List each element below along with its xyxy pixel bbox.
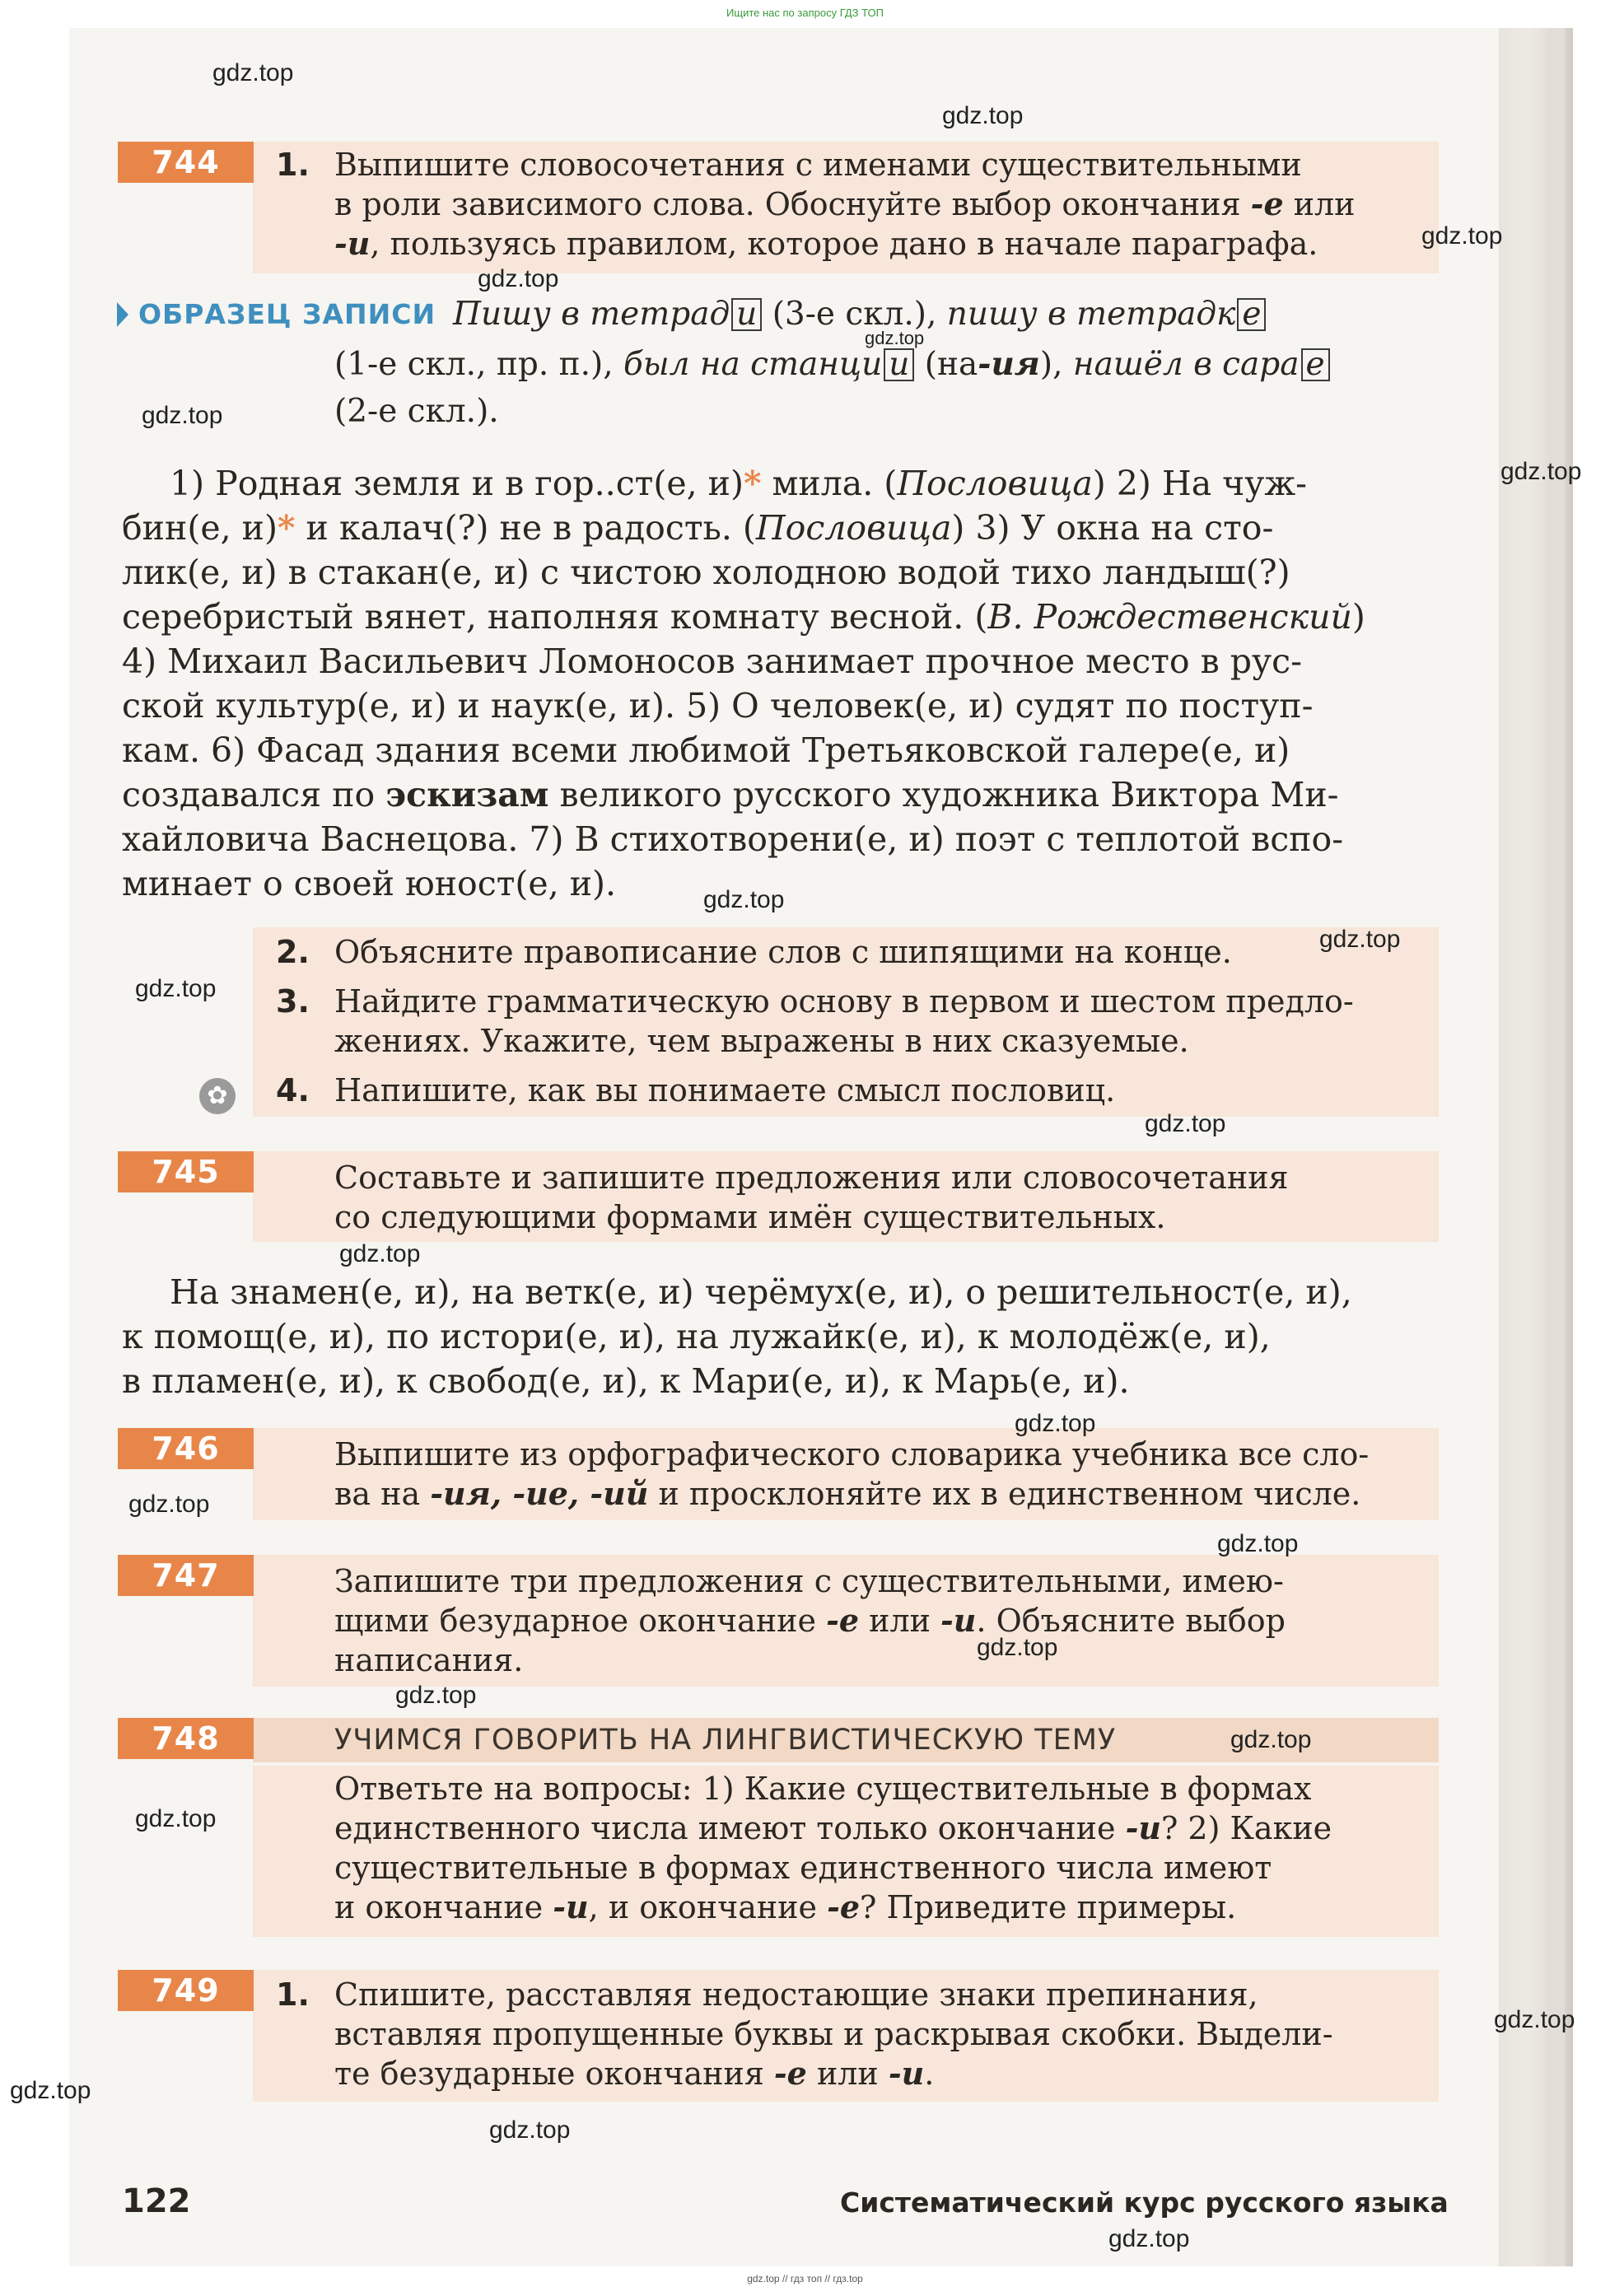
ending: -е <box>773 2055 807 2092</box>
text: . <box>924 2056 935 2092</box>
text: ? Приведите примеры. <box>860 1889 1237 1925</box>
task-3-line-1: Найдите грамматическую основу в первом и шестом предло- <box>334 983 1354 1020</box>
text: ) <box>1351 597 1365 637</box>
text: великого русского художника Виктора Ми- <box>559 775 1339 814</box>
exercise-744-body-6: ской культур(е, и) и наук(е, и). 5) О человек(е, и) судят по поступ- <box>122 686 1314 726</box>
sample-label: ОБРАЗЕЦ ЗАПИСИ <box>138 298 436 330</box>
task-3-line-2: жениях. Укажите, чем выражены в них сказуемые. <box>334 1023 1189 1059</box>
text: 1) Родная земля и в гор..ст(е, и) <box>170 464 744 503</box>
ending: -и <box>940 1602 977 1639</box>
exercise-749-line-3 <box>334 2054 934 2093</box>
arrow-icon <box>117 302 128 327</box>
watermark: gdz.top <box>1145 1110 1226 1137</box>
exercise-745-body-2: к помощ(е, и), по истори(е, и), на лужайк(е, и), к молодёж(е, и), <box>122 1317 1271 1356</box>
exercise-744-line-2 <box>334 184 1356 224</box>
text: (на <box>924 346 978 383</box>
exercise-744-body-8 <box>122 772 1339 817</box>
bottom-note: gdz.top // гдз топ // гдз.top <box>747 2273 863 2284</box>
section-heading: УЧИМСЯ ГОВОРИТЬ НА ЛИНГВИСТИЧЕСКУЮ ТЕМУ <box>334 1724 1117 1757</box>
exercise-number-748: 748 <box>118 1718 254 1759</box>
ending: -ия <box>978 345 1040 383</box>
exercise-747-line-1: Запишите три предложения с существительными, имею- <box>334 1563 1284 1599</box>
watermark: gdz.top <box>865 328 925 348</box>
exercise-number-745: 745 <box>118 1151 254 1192</box>
text: бин(е, и) <box>122 508 278 548</box>
exercise-744-body-7: кам. 6) Фасад здания всеми любимой Третьяковской галере(е, и) <box>122 730 1290 770</box>
asterisk-icon: * <box>277 508 296 548</box>
watermark: gdz.top <box>212 59 294 86</box>
text: те безударные окончания <box>334 2056 764 2092</box>
text: (1-е скл., пр. п.), <box>334 346 614 383</box>
watermark: gdz.top <box>1421 222 1503 250</box>
exercise-749-line-2: вставляя пропущенные буквы и раскрывая скобки. Выдели- <box>334 2016 1333 2052</box>
watermark: gdz.top <box>1217 1530 1299 1557</box>
exercise-748-line-3: существительные в формах единственного числа имеют <box>334 1850 1272 1886</box>
ending-box: е <box>1301 348 1330 381</box>
watermark: gdz.top <box>478 265 559 292</box>
sample-line-3: (2-е скл.). <box>334 393 499 430</box>
exercise-745-body-1: На знамен(е, и), на ветк(е, и) черёмух(е, и), о решительност(е, и), <box>170 1272 1352 1312</box>
exercise-745-line-2: со следующими формами имён существительных. <box>334 1199 1166 1235</box>
ending: -е <box>827 1888 861 1925</box>
watermark: gdz.top <box>1319 926 1401 953</box>
text: или <box>869 1603 931 1639</box>
watermark: gdz.top <box>142 402 223 429</box>
watermark: gdz.top <box>703 886 785 913</box>
text: пишу в тетрадк <box>946 296 1236 333</box>
exercise-number-747: 747 <box>118 1555 254 1596</box>
text: ? 2) Какие <box>1160 1810 1332 1846</box>
text: , пользуясь правилом, которое дано в начале параграфа. <box>370 226 1318 262</box>
task-number: 1. <box>276 147 310 183</box>
task-4: Напишите, как вы понимаете смысл пословиц. <box>334 1072 1116 1108</box>
watermark: gdz.top <box>489 2116 571 2144</box>
task-2: Объясните правописание слов с шипящими на конце. <box>334 934 1232 970</box>
watermark: gdz.top <box>1500 458 1582 485</box>
page-spine <box>1547 28 1565 2266</box>
exercise-744-body-3: лик(е, и) в стакан(е, и) с чистою холодною водой тихо ландыш(?) <box>122 553 1290 592</box>
page-number: 122 <box>122 2182 191 2220</box>
sample-line-2 <box>334 344 1330 385</box>
exercise-744-line-1: Выпишите словосочетания с именами существительными <box>334 147 1302 183</box>
text: или <box>816 2056 879 2092</box>
text: ва на <box>334 1476 421 1512</box>
source: Пословица <box>755 508 952 548</box>
task-number: 1. <box>276 1976 310 2013</box>
text: и калач(?) не в радость. ( <box>306 508 756 548</box>
asterisk-icon: * <box>744 464 762 503</box>
ending: -е <box>1250 185 1284 222</box>
text: . Объясните выбор <box>976 1603 1286 1639</box>
source: Пословица <box>897 464 1093 503</box>
bold-word: эскизам <box>385 775 549 814</box>
text: (3-е скл.), <box>772 296 937 333</box>
watermark: gdz.top <box>10 2077 91 2104</box>
task-number: 4. <box>276 1072 310 1108</box>
text: нашёл в сара <box>1072 346 1300 383</box>
exercise-number-744: 744 <box>118 142 254 183</box>
exercise-745-body-3: в пламен(е, и), к свобод(е, и), к Мари(е, и), к Марь(е, и). <box>122 1361 1130 1401</box>
watermark: gdz.top <box>128 1491 210 1518</box>
ending: -и <box>1125 1809 1161 1846</box>
text: щими безударное окончание <box>334 1603 816 1639</box>
exercise-number-749: 749 <box>118 1970 254 2011</box>
watermark: gdz.top <box>1494 2006 1575 2033</box>
exercise-number-746: 746 <box>118 1428 254 1469</box>
exercise-744-body-5: 4) Михаил Васильевич Ломоносов занимает прочное место в рус- <box>122 642 1302 681</box>
book-title: Систематический курс русского языка <box>840 2186 1449 2219</box>
exercise-744-line-3 <box>334 224 1318 264</box>
text: ), <box>1039 346 1063 383</box>
exercise-744-body-10: минает о своей юност(е, и). <box>122 864 617 903</box>
task-number: 2. <box>276 934 310 970</box>
text: , и окончание <box>588 1889 817 1925</box>
ending: -и <box>334 225 371 262</box>
text: ) 2) На чуж- <box>1092 464 1307 503</box>
ending-box: е <box>1237 298 1266 331</box>
text: был на станци <box>623 346 883 383</box>
watermark: gdz.top <box>1015 1410 1096 1437</box>
text: мила. ( <box>772 464 898 503</box>
watermark: gdz.top <box>339 1240 421 1267</box>
text: создавался по <box>122 775 376 814</box>
exercise-744-body-1 <box>170 461 1307 506</box>
task-number: 3. <box>276 983 310 1020</box>
text: Пишу в тетрад <box>453 296 730 333</box>
exercise-746-line-1: Выпишите из орфографического словарика учебника все сло- <box>334 1436 1370 1472</box>
watermark: gdz.top <box>135 1805 217 1832</box>
text: и просклоняйте их в единственном числе. <box>658 1476 1361 1512</box>
text: в роли зависимого слова. Обоснуйте выбор окончания <box>334 186 1241 222</box>
watermark: gdz.top <box>1230 1726 1312 1753</box>
ending: -и <box>553 1888 589 1925</box>
exercise-748-line-1: Ответьте на вопросы: 1) Какие существительные в формах <box>334 1771 1312 1807</box>
ending-box: и <box>731 298 762 331</box>
text: ) 3) У окна на сто- <box>951 508 1274 548</box>
exercise-748-line-4 <box>334 1888 1236 1927</box>
ending-box: и <box>884 348 914 381</box>
exercise-744-body-4 <box>122 595 1365 639</box>
ending: -ия, -ие, -ий <box>430 1475 649 1512</box>
watermark: gdz.top <box>395 1682 477 1709</box>
text: или <box>1293 186 1356 222</box>
ending: -е <box>826 1602 860 1639</box>
text: и окончание <box>334 1889 544 1925</box>
watermark: gdz.top <box>135 975 217 1002</box>
watermark: gdz.top <box>1108 2225 1190 2252</box>
watermark: gdz.top <box>977 1634 1058 1661</box>
creative-task-icon: ✿ <box>199 1078 236 1114</box>
exercise-744-body-2 <box>122 506 1273 550</box>
exercise-746-line-2 <box>334 1474 1360 1514</box>
watermark: gdz.top <box>942 102 1024 129</box>
exercise-747-line-3: написания. <box>334 1642 524 1678</box>
exercise-748-line-2 <box>334 1808 1332 1848</box>
text: серебристый вянет, наполняя комнату весной. ( <box>122 597 988 637</box>
text: единственного числа имеют только окончание <box>334 1810 1116 1846</box>
exercise-747-line-2 <box>334 1601 1286 1640</box>
exercise-745-line-1: Составьте и запишите предложения или словосочетания <box>334 1160 1289 1196</box>
exercise-744-body-9: хайловича Васнецова. 7) В стихотворени(е, и) поэт с теплотой вспо- <box>122 819 1344 859</box>
exercise-749-line-1: Спишите, расставляя недостающие знаки препинания, <box>334 1976 1258 2013</box>
top-note: Ищите нас по запросу ГДЗ ТОП <box>726 7 884 19</box>
ending: -и <box>888 2055 925 2092</box>
source: В. Рождественский <box>987 597 1352 637</box>
sample-line-1 <box>453 295 1266 334</box>
